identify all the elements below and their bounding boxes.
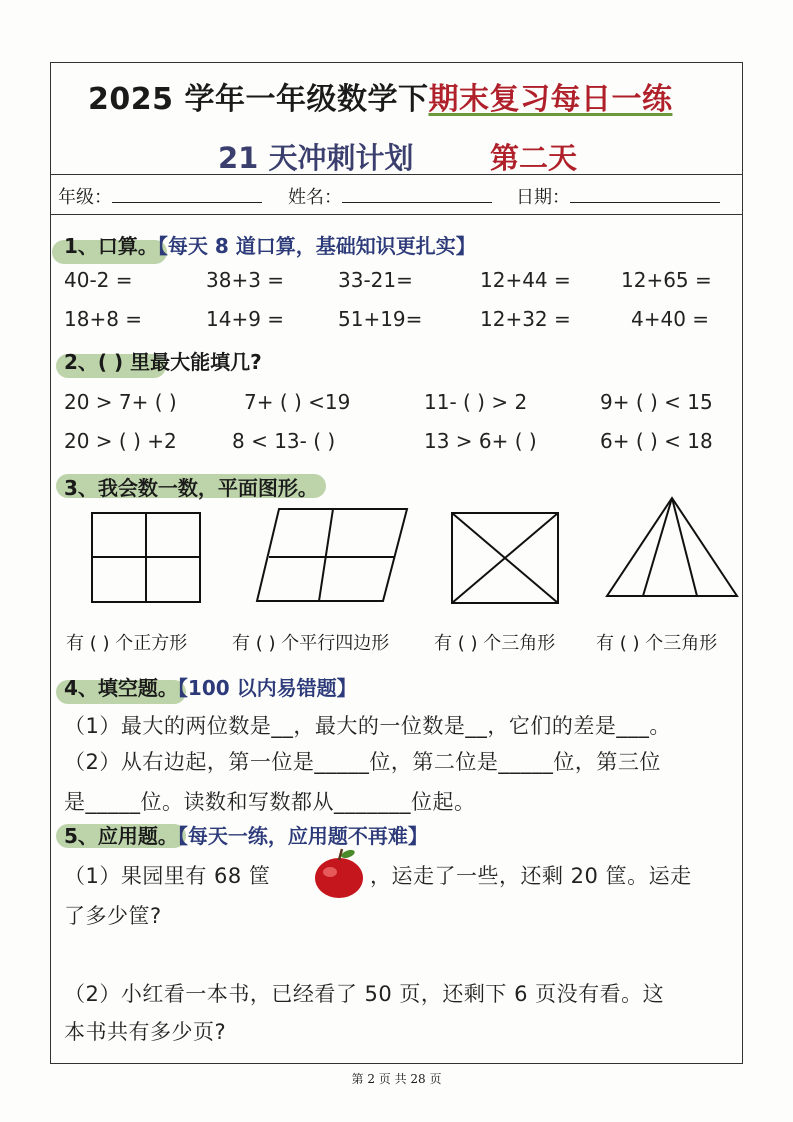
page-number: 第 2 页 共 28 页	[351, 1072, 442, 1086]
word-problem-text: ，运走了一些，还剩 20 筐。运走	[370, 864, 692, 888]
shape-count-question: 有 ( ) 个三角形	[596, 633, 718, 654]
exercise: 12+32 =	[480, 307, 571, 331]
shape-count-question: 有 ( ) 个三角形	[434, 633, 556, 654]
fill-blank-question: （2）从右边起，第一位是_____位，第二位是_____位，第三位	[64, 750, 661, 774]
triangles-figure	[603, 494, 743, 600]
word-problem-text: （2）小红看一本书，已经看了 50 页，还剩下 6 页没有看。这	[64, 982, 665, 1006]
date-label: 日期：	[516, 187, 570, 208]
grade-label: 年级：	[58, 187, 112, 208]
title-line-1	[88, 74, 672, 118]
title-main: 2025 学年一年级数学下	[88, 82, 429, 117]
exercise: 40-2 =	[64, 268, 133, 292]
exercise: 33-21=	[338, 268, 413, 292]
section1-heading	[64, 230, 476, 259]
section3-heading: 3、我会数一数，平面图形。	[64, 476, 318, 500]
fill-blank-question: 是_____位。读数和写数都从_______位起。	[64, 790, 476, 814]
comparison: 9+ ( ) < 15	[600, 390, 713, 414]
exercise: 14+9 =	[206, 307, 285, 331]
section5-heading	[64, 820, 428, 849]
comparison: 6+ ( ) < 18	[600, 429, 713, 453]
date-field[interactable]	[516, 183, 720, 209]
section4-subtitle: 【100 以内易错题】	[177, 676, 357, 700]
divider	[50, 214, 743, 215]
comparison: 8 < 13- ( )	[232, 429, 336, 453]
section4-title: 4、填空题。	[64, 676, 178, 700]
title-day: 第二天	[490, 141, 578, 175]
exercise: 4+40 =	[631, 307, 710, 331]
section2-heading: 2、( ) 里最大能填几?	[64, 350, 262, 374]
section1-title: 1、口算。	[64, 234, 158, 258]
date-blank[interactable]	[570, 184, 720, 203]
word-problem-text: 本书共有多少页?	[64, 1020, 227, 1044]
section5-subtitle: 【每天一练，应用题不再难】	[177, 824, 428, 848]
parallelograms-figure	[255, 505, 410, 605]
exercise: 18+8 =	[64, 307, 143, 331]
exercise: 12+44 =	[480, 268, 571, 292]
word-problem-text: （1）果园里有 68 筐	[64, 864, 271, 888]
shape-count-question: 有 ( ) 个正方形	[66, 633, 188, 654]
exercise: 12+65 =	[621, 268, 712, 292]
comparison: 13 > 6+ ( )	[424, 429, 537, 453]
grade-blank[interactable]	[112, 184, 262, 203]
name-label: 姓名：	[288, 187, 342, 208]
section5-title: 5、应用题。	[64, 824, 178, 848]
comparison: 20 > 7+ ( )	[64, 390, 177, 414]
title-highlight: 期末复习每日一练	[428, 82, 673, 117]
comparison: 20 > ( ) +2	[64, 429, 177, 453]
divider	[50, 174, 743, 175]
exercise: 38+3 =	[206, 268, 285, 292]
shape-count-question: 有 ( ) 个平行四边形	[232, 633, 390, 654]
section1-subtitle: 【每天 8 道口算，基础知识更扎实】	[157, 234, 476, 258]
section4-heading	[64, 672, 357, 701]
name-blank[interactable]	[342, 184, 492, 203]
name-field[interactable]	[288, 183, 492, 209]
grade-field[interactable]	[58, 183, 262, 209]
comparison: 11- ( ) > 2	[424, 390, 528, 414]
comparison: 7+ ( ) <19	[244, 390, 351, 414]
word-problem-text: 了多少筐?	[64, 904, 162, 928]
fill-blank-question: （1）最大的两位数是__，最大的一位数是__，它们的差是___。	[64, 714, 671, 738]
apple-icon	[312, 846, 366, 900]
crossed-rectangle-figure	[450, 510, 560, 606]
title-plan: 21 天冲刺计划	[218, 141, 414, 175]
exercise: 51+19=	[338, 307, 423, 331]
squares-figure	[90, 510, 202, 606]
